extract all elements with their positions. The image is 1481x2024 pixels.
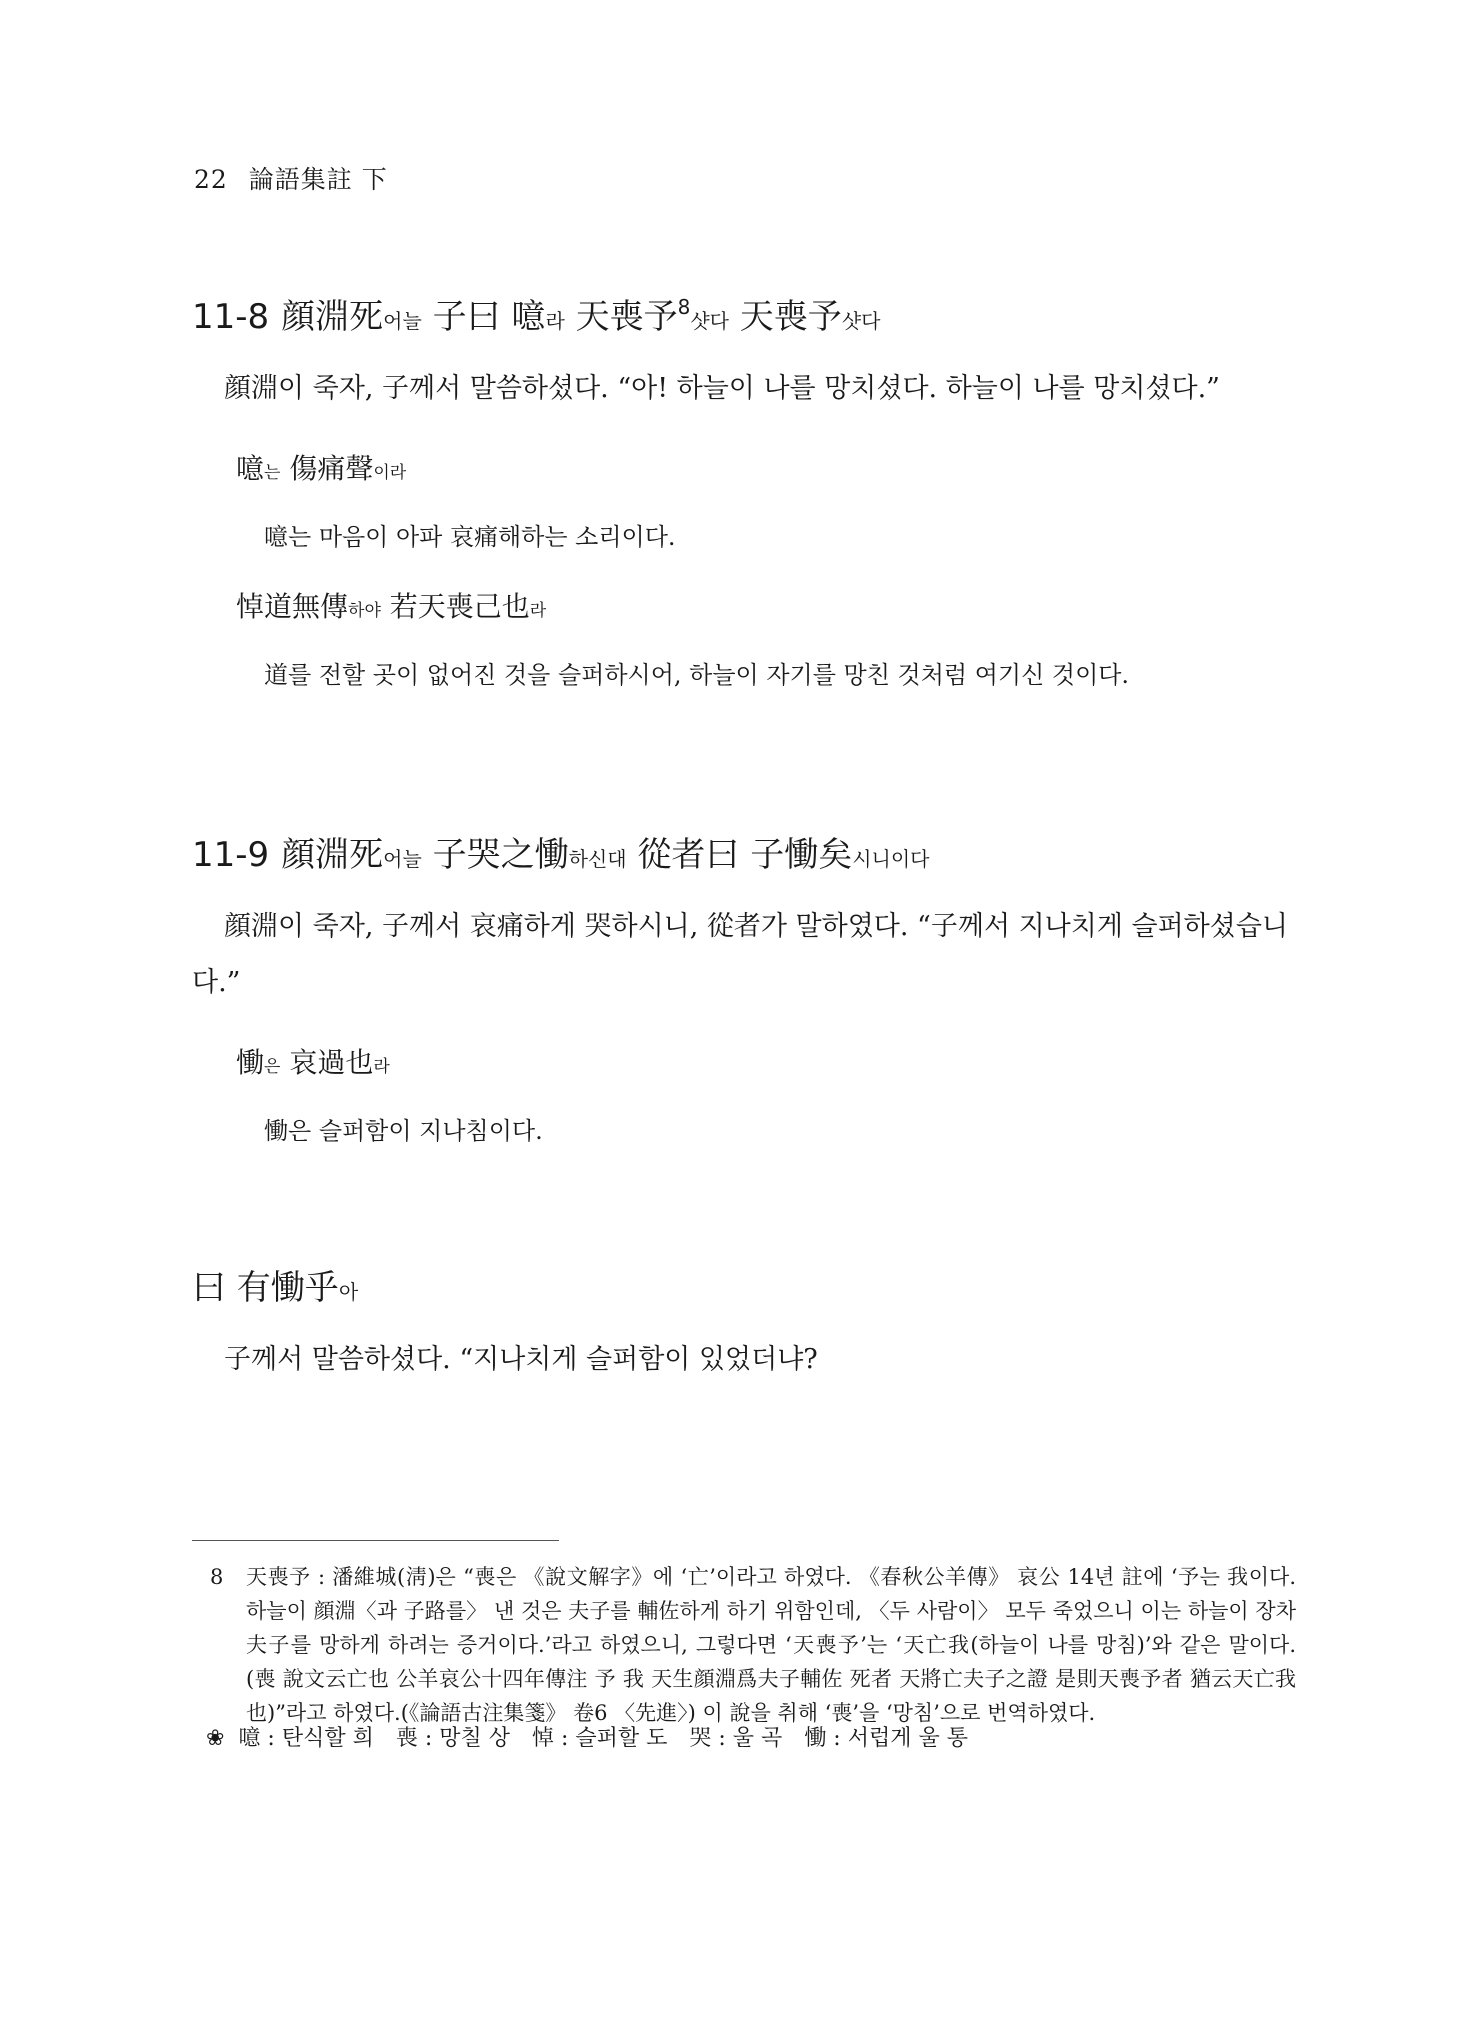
translation: 顔淵이 죽자, 子께서 말씀하셨다. “아! 하늘이 나를 망치셨다. 하늘이 나를 망치셨다.”	[224, 373, 1220, 404]
commentary-text: 噫	[236, 452, 265, 485]
commentary-text: 傷痛聲	[280, 452, 374, 485]
heading-particle: 샷다	[690, 309, 729, 333]
commentary-translation: 道를 전할 곳이 없어진 것을 슬퍼하시어, 하늘이 자기를 망친 것처럼 여기신 것이다.	[264, 661, 1130, 689]
commentary-heading	[236, 449, 1296, 493]
section-continuation	[192, 1266, 1296, 1388]
page-number: 22	[194, 165, 228, 194]
heading-particle: 하신대	[568, 847, 627, 871]
glossary-item: 喪 : 망칠 상	[395, 1726, 510, 1751]
commentary-heading	[236, 1043, 1296, 1087]
heading-text: 曰 有慟乎	[192, 1268, 339, 1308]
section-heading	[192, 833, 1296, 881]
footnote-number: 8	[210, 1565, 224, 1589]
heading-text: 顔淵死	[281, 297, 384, 337]
book-title: 論語集註 下	[248, 165, 388, 194]
commentary-text: 若天喪己也	[380, 590, 530, 623]
commentary-text: 悼道無傳	[236, 590, 349, 623]
commentary-translation: 慟은 슬퍼함이 지나침이다.	[264, 1117, 543, 1145]
glossary-item: 慟 : 서럽게 울 통	[804, 1726, 968, 1751]
commentary-text: 慟	[236, 1046, 265, 1079]
footnote-ref[interactable]: 8	[677, 295, 691, 319]
translation: 顔淵이 죽자, 子께서 哀痛하게 哭하시니, 從者가 말하였다. “子께서 지나치게 슬퍼하셨습니다.”	[192, 911, 1289, 998]
commentary-particle: 은	[264, 1057, 281, 1077]
heading-particle: 라	[545, 309, 565, 333]
commentary-particle: 는	[264, 463, 281, 483]
heading-text: 子曰 噫	[421, 297, 546, 337]
commentary-heading	[236, 587, 1296, 631]
heading-particle: 샷다	[841, 309, 881, 333]
heading-text: 從者曰 子慟矣	[626, 835, 853, 875]
commentary-text: 哀過也	[280, 1046, 374, 1079]
glossary-item: 悼 : 슬퍼할 도	[532, 1726, 668, 1751]
translation: 子께서 말씀하셨다. “지나치게 슬퍼함이 있었더냐?	[224, 1344, 818, 1375]
heading-text: 顔淵死	[281, 835, 384, 875]
heading-particle: 어늘	[383, 309, 422, 333]
commentary-translation: 噫는 마음이 아파 哀痛해하는 소리이다.	[264, 523, 676, 551]
character-glossary	[206, 1722, 990, 1756]
heading-particle: 시니이다	[852, 847, 930, 871]
heading-particle: 아	[338, 1280, 359, 1304]
flower-bullet-icon: ❀	[206, 1726, 225, 1751]
commentary-particle: 하야	[348, 601, 381, 621]
footnote-text: 天喪予 : 潘維城(淸)은 “喪은 《說文解字》에 ‘亡’이라고 하였다. 《春秋公羊傳》 哀公 14년 註에 ‘予는 我이다. 하늘이 顔淵〈과 子路를〉 낸 것은 夫子를 輔佐하게 하기 위함인데, 〈두 사람이〉 모두 죽었으니 이는 하늘이 장차 夫子를 망하게 하려는 증거이다.’라고 하였으니, 그렇다면 ‘天喪予’는 ‘天亡我(하늘이 나를 망침)’와 같은 말이다.(喪 說文云亡也 公羊哀公十四年傳注 予 我 天生顔淵爲夫子輔佐 死者 天將亡夫子之證 是則天喪予者 猶云天亡我也)”라고 하였다.(《論語古注集箋》 卷6 〈先進〉) 이 說을 취해 ‘喪’을 ‘망침’으로 번역하였다.	[246, 1565, 1296, 1725]
commentary-particle: 라	[373, 1057, 390, 1077]
section-number: 11-8	[192, 297, 270, 337]
heading-text: 天喪予	[564, 297, 678, 337]
glossary-item: 噫 : 탄식할 희	[238, 1726, 374, 1751]
heading-text: 子哭之慟	[421, 835, 569, 875]
section-number: 11-9	[192, 835, 270, 875]
section-heading	[192, 285, 1296, 343]
section-11-8	[192, 285, 1296, 693]
commentary-particle: 이라	[373, 463, 407, 483]
section-heading	[192, 1266, 1296, 1314]
commentary-particle: 라	[529, 601, 547, 621]
heading-text: 天喪予	[728, 297, 842, 337]
section-11-9	[192, 833, 1296, 1149]
heading-particle: 어늘	[383, 847, 422, 871]
footnote-divider	[192, 1540, 559, 1541]
running-header	[194, 160, 400, 196]
footnote	[194, 1560, 1296, 1730]
glossary-item: 哭 : 울 곡	[689, 1726, 783, 1751]
